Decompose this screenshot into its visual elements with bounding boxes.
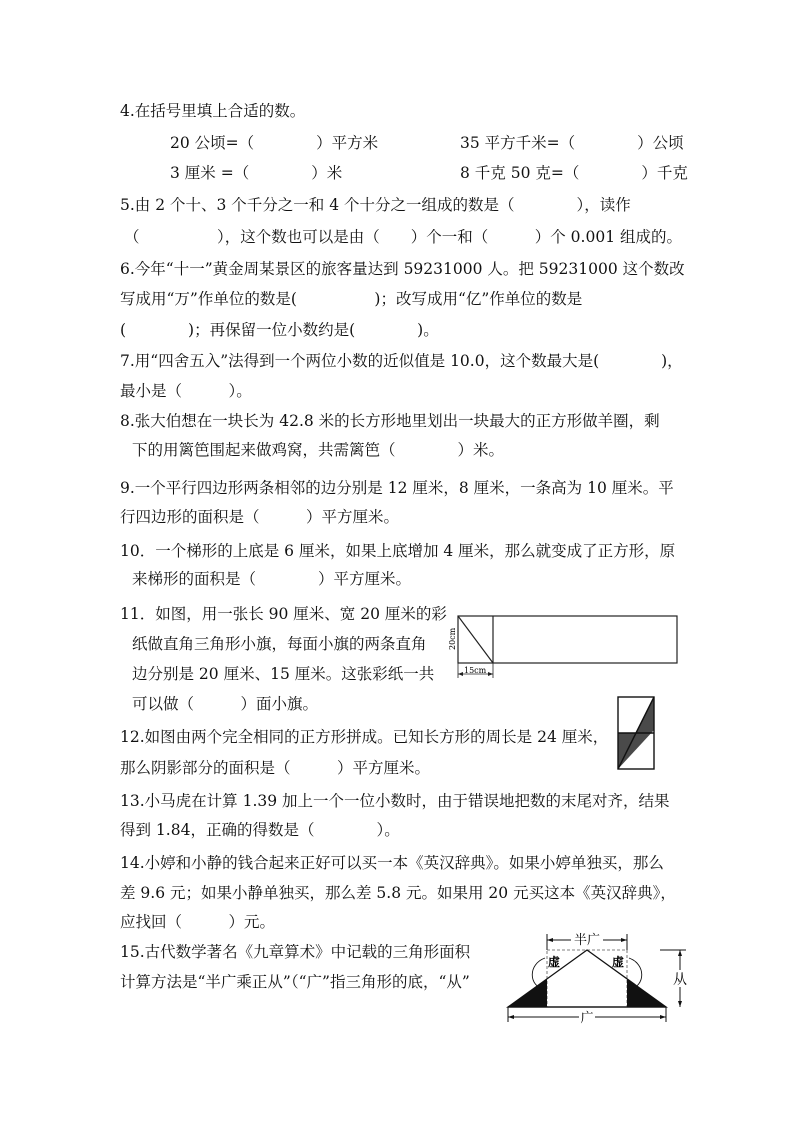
q5-line-2: （ ），这个数也可以是由（ ）个一和（ ）个 0.001 组成的。	[124, 228, 682, 246]
q8-line-2: 下的用篱笆围起来做鸡窝，共需篱笆（ ）米。	[132, 441, 505, 459]
q4-item-b: 35 平方千米=（ ）公顷	[460, 134, 684, 152]
q6-line-2: 写成用“万”作单位的数是( )；改写成用“亿”作单位的数是	[120, 290, 583, 308]
q12-two-squares-figure	[614, 692, 660, 778]
q14-line-3: 应找回（ ）元。	[120, 913, 276, 931]
q14-line-2: 差 9.6 元；如果小静单独买，那么差 5.8 元。如果用 20 元买这本《英汉辞典》，	[120, 884, 676, 902]
q7-line-1: 7.用“四舍五入”法得到一个两位小数的近似值是 10.0，这个数最大是( )，	[120, 352, 683, 370]
q4-title: 4.在括号里填上合适的数。	[120, 102, 306, 120]
q11-line-4: 可以做（ ）面小旗。	[132, 695, 319, 713]
q11-line-1: 11．如图，用一张长 90 厘米、宽 20 厘米的彩	[120, 605, 447, 623]
q14-line-1: 14.小婷和小静的钱合起来正好可以买一本《英汉辞典》。如果小婷单独买，那么	[120, 854, 664, 872]
q15-line-2: 计算方法是“半广乘正从”（“广”指三角形的底，“从”	[120, 973, 470, 991]
q11-line-3: 边分别是 20 厘米、15 厘米。这张彩纸一共	[132, 665, 435, 683]
q9-line-2: 行四边形的面积是（ ）平方厘米。	[120, 508, 400, 526]
q10-line-1: 10．一个梯形的上底是 6 厘米，如果上底增加 4 厘米，那么就变成了正方形，原	[120, 542, 676, 560]
q4-item-d: 8 千克 50 克=（ ）千克	[460, 164, 688, 182]
q4-item-c: 3 厘米 =（ ）米	[170, 164, 343, 182]
q6-line-1: 6.今年“十一”黄金周某景区的旅客量达到 59231000 人。把 59231000 这个数改	[120, 260, 685, 278]
q15-deficit-left-label: 虚	[548, 955, 561, 969]
q11-paper-strip-figure	[446, 610, 686, 686]
q5-line-1: 5.由 2 个十、3 个千分之一和 4 个十分之一组成的数是（ ），读作	[120, 196, 631, 214]
q6-line-3: ( )；再保留一位小数约是( )。	[120, 321, 439, 339]
q11-height-label: 20cm	[448, 627, 457, 650]
q7-line-2: 最小是（ ）。	[120, 382, 252, 400]
q8-line-1: 8.张大伯想在一块长为 42.8 米的长方形地里划出一块最大的正方形做羊圈，剩	[120, 412, 660, 430]
q15-height-label: 从	[673, 972, 687, 988]
q4-item-a: 20 公顷=（ ）平方米	[170, 134, 379, 152]
q9-line-1: 9.一个平行四边形两条相邻的边分别是 12 厘米，8 厘米，一条高为 10 厘米。平	[120, 479, 674, 497]
q15-half-base-label: 半广	[573, 933, 601, 948]
q15-line-1: 15.古代数学著名《九章算术》中记载的三角形面积	[120, 943, 471, 961]
q15-base-label: 广	[580, 1011, 594, 1026]
q13-line-1: 13.小马虎在计算 1.39 加上一个一位小数时，由于错误地把数的末尾对齐，结果	[120, 792, 670, 810]
q11-line-2: 纸做直角三角形小旗，每面小旗的两条直角	[132, 635, 427, 653]
q11-width-label: 15cm	[464, 666, 487, 675]
q15-deficit-right-label: 虚	[612, 955, 625, 969]
q13-line-2: 得到 1.84，正确的得数是（ ）。	[120, 821, 400, 839]
q15-triangle-figure	[500, 928, 692, 1028]
q10-line-2: 来梯形的面积是（ ）平方厘米。	[132, 570, 412, 588]
q12-line-1: 12.如图由两个完全相同的正方形拼成。已知长方形的周长是 24 厘米，	[120, 728, 609, 746]
q12-line-2: 那么阴影部分的面积是（ ）平方厘米。	[120, 759, 431, 777]
